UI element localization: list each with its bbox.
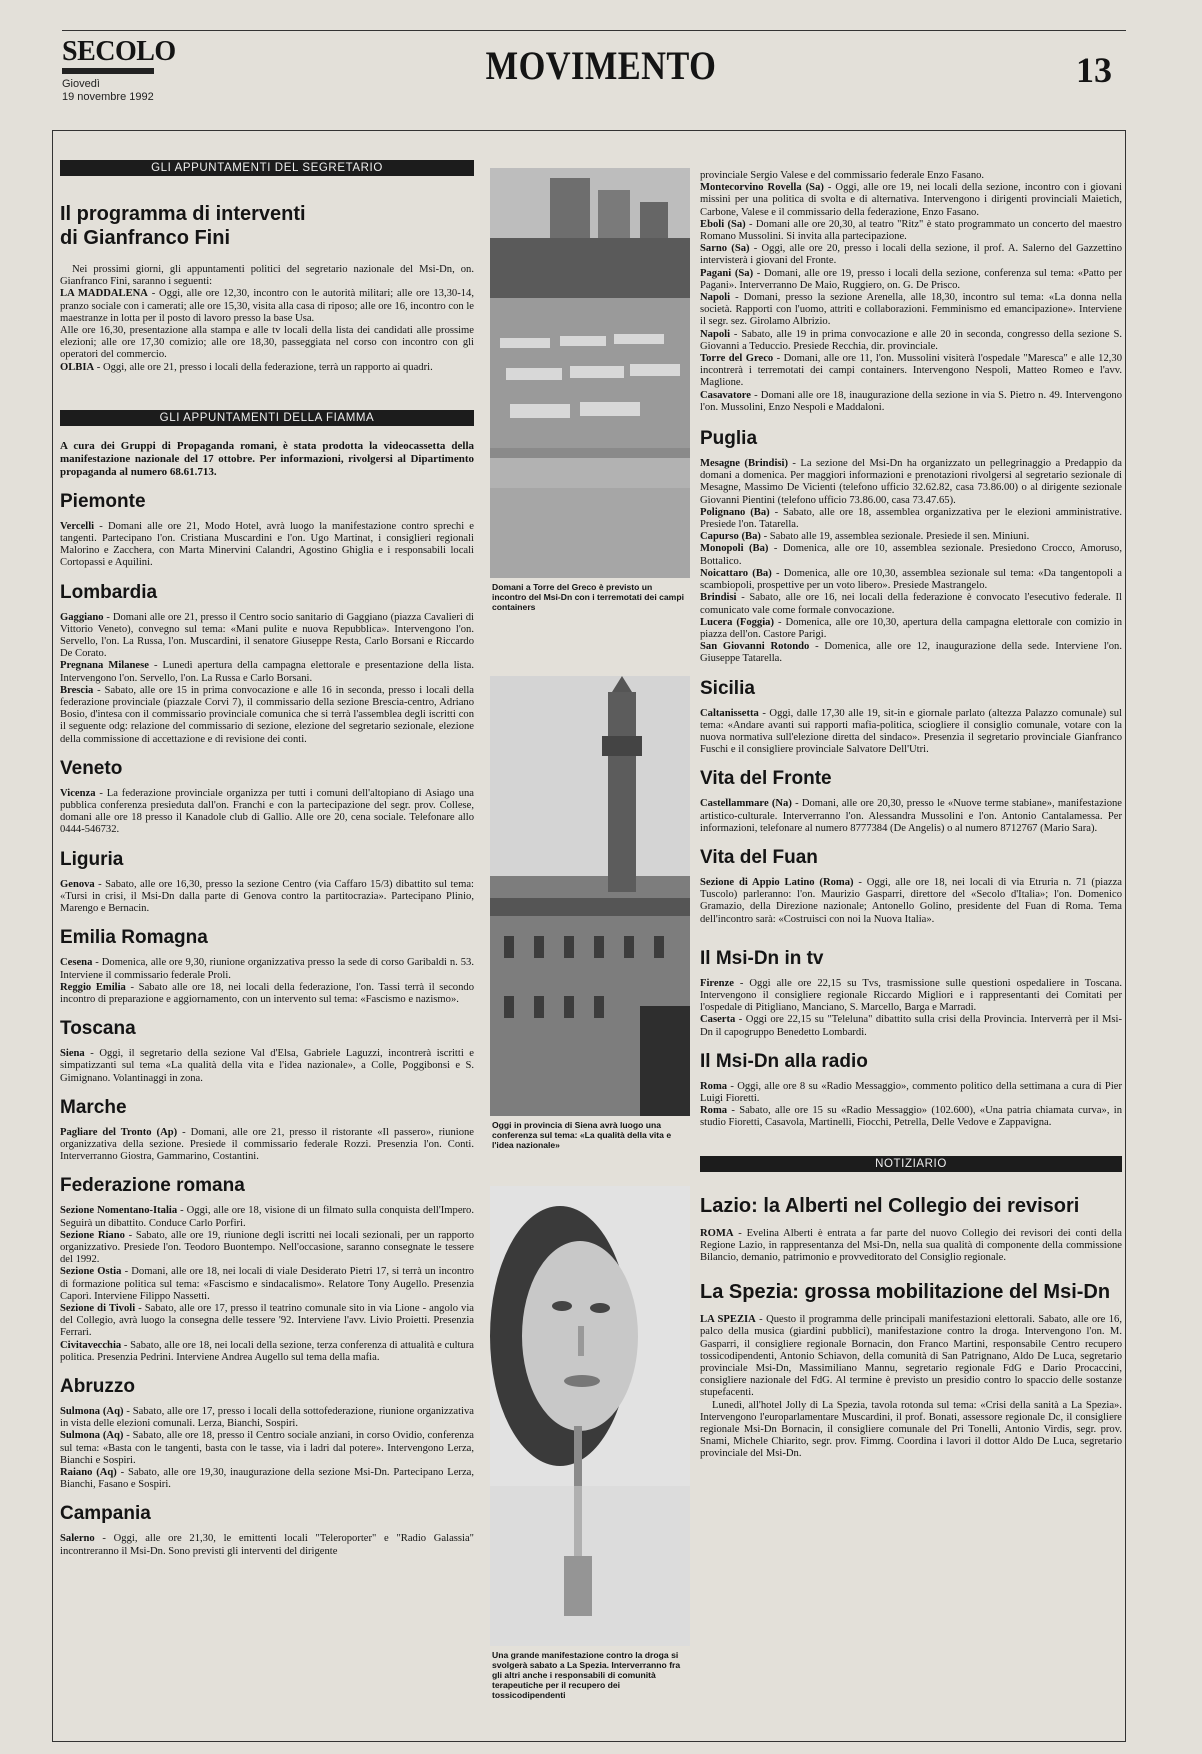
lead: Sezione Nomentano-Italia	[60, 1205, 178, 1217]
headline-fini-line2: di Gianfranco Fini	[60, 227, 231, 249]
campania-entry-7	[700, 329, 1122, 353]
heading-puglia: Puglia	[700, 428, 758, 450]
liguria-entry	[60, 879, 474, 916]
toscana-entry	[60, 1048, 474, 1085]
lead: Torre del Greco	[700, 353, 774, 365]
lead: Salerno	[60, 1533, 95, 1545]
spezia-entry	[700, 1314, 1122, 1399]
photo-torre-mangia	[490, 676, 690, 1116]
text: - Oggi ore 22,15 su "Teleluna" dibattito sulla crisi della Provincia. Interverrà per il Msi-Dn il capogruppo Benedetto Lombardi.	[700, 1014, 1122, 1038]
text: - Domani, alle ore 20,30, presso le «Nuove terme stabiane», manifestazione artistico-culturale. Interverranno l'on. Alessandra Mussolini e l'on. Antonio Cantalamessa. Per informazioni, telefonare al numero 8777384 (De Angelis) o al numero 8712767 (Mario Sara).	[700, 798, 1123, 834]
lead: Vercelli	[60, 520, 95, 532]
lead: Napoli	[700, 292, 731, 304]
text: - Oggi, alle ore 20, presso i locali della sezione, il prof. A. Salerno del Gazzettino intervisterà i giovani del Fronte.	[700, 243, 1122, 267]
puglia-entry-3	[700, 531, 1122, 543]
sicilia-entry-1	[700, 708, 1122, 757]
lead: Capurso (Ba)	[700, 531, 761, 543]
text: - Domani, presso la sezione Arenella, alle 18,30, incontro sul tema: «La donna nella società. Rapporti con l'uomo, attriti e collaborazioni. Femminismo ed emancipazione». Interviene il segr. sez. Girolamo Albrizio.	[700, 292, 1122, 328]
banner-fiamma: GLI APPUNTAMENTI DELLA FIAMMA	[60, 410, 474, 426]
column-left	[60, 160, 474, 1558]
federazione-entry-1	[60, 1205, 474, 1229]
campania-continued: provinciale Sergio Valese e del commissario federale Enzo Fasano.	[700, 170, 985, 181]
text: - La federazione provinciale organizza per tutti i comuni dell'altopiano di Asiago una pubblica conferenza presieduta dall'on. Franchi e con la partecipazione del segr. prov. Collese, domani alle ore 18 presso il Kanadole club di Gallio. Alle ore 20, cena sociale. Telefonare allo 0444-546732.	[60, 787, 474, 836]
heading-sicilia: Sicilia	[700, 677, 755, 699]
lead: Mesagne (Brindisi)	[700, 458, 788, 470]
lead: OLBIA	[60, 361, 95, 373]
lead: Pregnana Milanese	[60, 660, 149, 672]
federazione-entry-2	[60, 1230, 474, 1267]
lead: Cesena	[60, 957, 93, 969]
lead: Genova	[60, 878, 95, 890]
text: - Domenica, alle ore 10,30, apertura della campagna elettorale con comizio in piazza dell'on. Castore Parigi.	[700, 616, 1122, 640]
tv-entry-1	[700, 978, 1122, 1015]
fini-lamaddalena-2: Alle ore 16,30, presentazione alla stampa e alle tv locali della lista dei candidati alle prossime elezioni; alle ore 17,30 comizio; alle ore 18,30, passeggiata nel corso con incontro con gli operatori del commercio.	[60, 325, 474, 361]
text: - Oggi, alle ore 21,30, le emittenti locali "Teleroporter" e "Radio Galassia" incontreranno il Msi-Dn. Sono previsti gli interventi del dirigente	[60, 1533, 474, 1557]
text: - Sabato, alle ore 15 su «Radio Messaggio» (102.600), «Una patria chiamata curva», in studio Fioretti, Casavola, Martinelli, Fiocchi, Petrella, Delle Vedove e Zappavigna.	[700, 1105, 1122, 1129]
text: - Domenica, alle ore 10,30, assemblea sezionale sul tema: «Da tangentopoli a scambiopoli, prospettive per un voto libero». Presiede Mastrangelo.	[700, 567, 1122, 592]
heading-marche: Marche	[60, 1096, 127, 1118]
lombardia-entry-1	[60, 612, 474, 661]
lead: Caserta	[700, 1014, 736, 1026]
veneto-entry	[60, 788, 474, 837]
text: - Oggi, dalle 17,30 alle 19, sit-in e giornale parlato (altezza Palazzo comunale) sul tema: «Andare avanti sui rapporti mafia-politica, sciogliere il consiglio comunale, votare con la nuova normativa sull'elezione diretta del sindaco». Presenzia il segretario provinciale Gianfranco Fuschi e il consigliere provinciale Salvatore Dell'Utri.	[700, 707, 1122, 756]
lombardia-entry-2	[60, 660, 474, 684]
text: - Domenica, alle ore 10, assemblea sezionale. Presiedono Crocco, Amoruso, Bottalico.	[700, 543, 1122, 567]
heading-federazione: Federazione romana	[60, 1175, 245, 1197]
vita-fronte-entry-1	[700, 798, 1122, 835]
lazio-entry	[700, 1228, 1122, 1265]
abruzzo-entry-3	[60, 1467, 474, 1491]
lead: Reggio Emilia	[60, 981, 126, 993]
lead: Napoli	[700, 328, 731, 340]
heading-vita-fronte: Vita del Fronte	[700, 768, 832, 790]
text: - Sabato, alle ore 16,30, presso la sezione Centro (via Caffaro 15/3) dibattito sul tema: «Tursi in crisi, il Msi-Dn dalla parte di Genova contro la partitocrazia». Partecipano Plinio, Marengo e Bernacin.	[60, 878, 474, 915]
lead: Raiano (Aq)	[60, 1466, 117, 1478]
fini-intro: Nei prossimi giorni, gli appuntamenti politici del segretario nazionale del Msi-Dn, on. Gianfranco Fini, saranno i seguenti:	[60, 264, 474, 288]
heading-emilia: Emilia Romagna	[60, 927, 208, 949]
lead: Siena	[60, 1048, 85, 1060]
text: - Domani, alle ore 18, nei locali di viale Desiderato Pietri 17, si terrà un incontro di formazione politica sul tema: «Fascismo e sindacalismo». Relatore Tony Augello. Presenzia Caporì. Interviene Filippo Nassetti.	[60, 1266, 474, 1302]
text: - Sabato, alle ore 17, presso i locali della sottofederazione, riunione organizzativa in vista delle elezioni comunali. Lerza, Bianchi, Sospiri.	[60, 1405, 474, 1430]
lead: Vicenza	[60, 787, 96, 799]
photo-siena-tower	[490, 676, 690, 1116]
lead: LA SPEZIA	[700, 1314, 756, 1326]
text: - Questo il programma delle principali manifestazioni elettorali. Sabato, alle ore 16, palco della musica (giardini pubblici), manifestazione contro la droga. Intervengono l'on. M. Gasparri, il consigliere regionale Bornacin, don Franco Martini, responsabile Centro recupero tossicodipendenti, Antonio Schiavon, della comunità di San Patrignano, Aldo De Luca, segretario provinciale Msi-Dn, Massimiliano Mannu, segretario regionale FdG e Dario Procaccini, consigliere nazionale del FdG. Al termine è previsto un presidio contro lo spaccio delle sostanze stupefacenti.	[700, 1314, 1122, 1399]
lead: Roma	[700, 1080, 728, 1092]
puglia-entry-1	[700, 458, 1122, 507]
federazione-entry-3	[60, 1266, 474, 1303]
lead: Firenze	[700, 977, 734, 989]
text: - Oggi, alle ore 18, visione di un filmato sulla conquista dell'Impero. Seguirà un dibattito. Conduce Carlo Porfiri.	[60, 1205, 474, 1229]
text: - Oggi, alle ore 21, presso i locali della federazione, terrà un rapporto ai quadri.	[94, 361, 433, 373]
headline-fini-line1: Il programma di interventi	[60, 203, 306, 225]
masthead-logo: SECOLO	[62, 36, 176, 67]
lead: Casavatore	[700, 389, 751, 401]
campania-entry-5	[700, 268, 1122, 292]
lead: LA MADDALENA	[60, 288, 148, 300]
puglia-entry-6	[700, 592, 1122, 616]
campania-entry-8	[700, 353, 1122, 390]
lead: Civitavecchia	[60, 1339, 122, 1351]
text: - Sabato, alle ore 18, nei locali della sezione, terza conferenza di attualità e cultura politica. Presenzia Pedrini. Interviene Andrea Augello sul tema della mafia.	[60, 1339, 474, 1363]
text: - Sabato, alle ore 19, riunione degli iscritti nei locali sezionali, per un rapporto organizzativo. Presiede l'on. Teodoro Buontempo. Nell'occasione, saranno consegnate le tessere del 1992.	[60, 1229, 475, 1266]
emilia-entry-2	[60, 982, 474, 1006]
caption-droga: Una grande manifestazione contro la droga si svolgerà sabato a La Spezia. Interverranno fra gli altri anche i responsabili di comunità terapeutiche per il recupero dei tossicodipendenti	[492, 1650, 681, 1700]
lead: Brindisi	[700, 592, 737, 604]
puglia-entry-8	[700, 641, 1122, 665]
federazione-entry-4	[60, 1303, 474, 1340]
text: - La sezione del Msi-Dn ha organizzato un pellegrinaggio a Predappio da domani a domenica. Per maggiori informazioni e prenotazioni rivolgersi al segretario sezionale di Mesagne, Massimo De Vicienti (telefono ufficio 32.62.82, casa 73.86.00) o al dirigente sezionale Giovanni Pientini (telefono ufficio 73.86.00, casa 73.47.65).	[700, 458, 1122, 506]
lead: Sulmona (Aq)	[60, 1430, 124, 1442]
text: - Oggi, alle ore 18, nei locali di via Etruria n. 71 (piazza Tuscolo) parleranno: l'on. Maurizio Gasparri, direttore del «Secolo d'Italia»; l'on. Domenico Gramazio, della Direzione nazionale; Antonello Golino, presidente del Fuan di Roma. Tema dell'incontro sarà: «Costruisci con noi la Nuova Italia».	[700, 876, 1122, 925]
text: - Oggi, alle ore 19, nei locali della sezione, incontro con i giovani missini per una politica di svolta e di alternativa. Intervengono i dirigenti provinciali Maietich, Carbone, Valese e il commissario della federazione, Enzo Fasano.	[700, 182, 1122, 218]
column-right	[700, 170, 1122, 1461]
lead: Brescia	[60, 684, 94, 696]
photo-block-3	[490, 1186, 690, 1700]
lead: Noicattaro (Ba)	[700, 567, 772, 579]
puglia-entry-2	[700, 507, 1122, 531]
lead: Montecorvino Rovella (Sa)	[700, 182, 824, 194]
campania-entry-3	[700, 219, 1122, 243]
text: - Oggi, alle ore 12,30, incontro con le autorità militari; alle ore 13,30-14, pranzo sociale con i camerati; alle ore 15,30, visita alla casa di riposo; alle ore 16, incontro con le maestranze in lotta per il posto di lavoro presso la base Usa.	[60, 288, 474, 324]
text: - Sabato, alle ore 19,30, inaugurazione della sezione Msi-Dn. Partecipano Lerza, Bianchi, Fasano e Sospiri.	[60, 1466, 474, 1491]
page-number: 13	[1076, 50, 1112, 90]
lead: Lucera (Foggia)	[700, 616, 774, 628]
fini-olbia	[60, 362, 474, 374]
text: - Domani alle ore 20,30, al teatro "Ritz" è stato programmato un concerto del maestro Romano Mussolini. Si invita alla partecipazione.	[700, 218, 1122, 243]
text: - Domenica, alle ore 12, inaugurazione della sede. Interviene l'on. Giuseppe Tatarella.	[700, 641, 1123, 665]
headline-spezia: La Spezia: grossa mobilitazione del Msi-Dn	[700, 1281, 1111, 1304]
text: - Evelina Alberti è entrata a far parte del nuovo Collegio dei revisori dei conti della Regione Lazio, in rappresentanza del Msi-Dn, nella sua qualità di componente della commissione Bilancio, demanio, patrimonio e provveditorato del Consiglio regionale.	[700, 1227, 1122, 1263]
lead: Caltanissetta	[700, 707, 759, 719]
puglia-entry-7	[700, 617, 1122, 641]
lead: Castellammare (Na)	[700, 798, 792, 810]
campania-entry-9	[700, 390, 1122, 414]
campania-entry-6	[700, 292, 1122, 329]
puglia-entry-4	[700, 543, 1122, 567]
lead: Sezione di Tivoli	[60, 1302, 136, 1314]
heading-vita-fuan: Vita del Fuan	[700, 846, 818, 868]
vita-fuan-entry-1	[700, 877, 1122, 926]
text: - Oggi, alle ore 8 su «Radio Messaggio», commento politico della settimana a cura di Pier Luigi Fioretti.	[700, 1080, 1122, 1104]
masthead-day: Giovedì	[62, 78, 100, 90]
puglia-entry-5	[700, 568, 1122, 592]
lead: Roma	[700, 1105, 728, 1117]
text: - Sabato, alle 19 in prima convocazione e alle 20 in seconda, congresso della sezione S. Giovanni a Teduccio. Presiede Recchia, dir. provinciale.	[700, 328, 1122, 352]
photo-block-2	[490, 676, 690, 1150]
radio-entry-1	[700, 1081, 1122, 1105]
text: - Oggi alle ore 22,15 su Tvs, trasmissione sulle questioni ospedaliere in Toscana. Intervengono il consigliere regionale Riccardo Migliori e i rappresentanti dei Comitati per l'ospedale di Pitigliano, Manciano, S. Marcello, Barga e Marradi.	[700, 977, 1122, 1014]
text: - Oggi, il segretario della sezione Val d'Elsa, Gabriele Laguzzi, incontrerà iscritti e simpatizzanti sul tema «La qualità della vita e l'idea nazionale», a Colle, Poggibonsi e S. Gimignano. Volantinaggi in zona.	[60, 1048, 474, 1084]
top-rule	[62, 30, 1126, 31]
fini-lamaddalena	[60, 288, 474, 325]
lead: Sezione Ostia	[60, 1266, 122, 1278]
text: - Sabato alle ore 18, nei locali della federazione, l'on. Tassi terrà il secondo incontro di preparazione e aggiornamento, con un intervento sul tema: «Fascismo e nazismo».	[60, 981, 474, 1005]
section-title: MOVIMENTO	[485, 43, 717, 88]
marche-entry	[60, 1127, 474, 1164]
heading-abruzzo: Abruzzo	[60, 1375, 135, 1397]
campania-entry-1	[60, 1533, 474, 1557]
lead: Eboli (Sa)	[700, 218, 746, 230]
heading-liguria: Liguria	[60, 848, 124, 870]
lead: Monopoli (Ba)	[700, 543, 769, 555]
photo-block-1	[490, 168, 690, 612]
campania-entry-4	[700, 243, 1122, 267]
lead: ROMA	[700, 1227, 734, 1239]
text: - Domani alle ore 21, Modo Hotel, avrà luogo la manifestazione contro sprechi e tangenti. Partecipano l'on. Cristiana Muscardini e l'on. Ugo Martinat, i consiglieri regionali Malorino e Zacchera, con Marta Minervini Calandri, Agostino Ghiglia e i responsabili locali Cortopassi e Aquilini.	[60, 520, 474, 569]
fiamma-lead: A cura dei Gruppi di Propaganda romani, è stata prodotta la videocassetta della manifestazione nazionale del 17 ottobre. Per informazioni, rivolgersi al Dipartimento propaganda al numero 68.61.713.	[60, 439, 474, 478]
abruzzo-entry-1	[60, 1406, 474, 1430]
abruzzo-entry-2	[60, 1430, 474, 1467]
photo-torre-del-greco	[490, 168, 690, 578]
caption-torre-del-greco: Domani a Torre del Greco è previsto un incontro del Msi-Dn con i terremotati dei campi containers	[492, 582, 684, 612]
text: - Sabato, alle ore 15 in prima convocazione e alle 16 in seconda, presso i locali della federazione provinciale (piazzale Corvi 7), il commissario della sezione Brescia-centro, Adriano Bosio, d'intesa con il commissario provinciale comunica che si terrà l'assemblea degli iscritti con il seguente odg: relazione del commissario di sezione, elezione del segretario sezionale, elezione della commissione di accettazione e di revisione dei conti.	[60, 684, 474, 745]
text: - Sabato, alle ore 17, presso il teatrino comunale sito in via Lione - angolo via del Collegio, avrà luogo la consegna delle tessere '92. Interviene l'avv. Livio Proietti. Presenzia Ferrari.	[60, 1302, 474, 1339]
piemonte-entry	[60, 521, 474, 570]
lead: Pagani (Sa)	[700, 267, 754, 279]
heading-radio: Il Msi-Dn alla radio	[700, 1050, 868, 1072]
lead: Polignano (Ba)	[700, 506, 770, 518]
lead: Sezione Riano	[60, 1229, 125, 1241]
photo-droga	[490, 1186, 690, 1646]
headline-lazio: Lazio: la Alberti nel Collegio dei revisori	[700, 1194, 1080, 1217]
tv-entry-2	[700, 1014, 1122, 1038]
heading-piemonte: Piemonte	[60, 490, 146, 512]
emilia-entry-1	[60, 957, 474, 981]
text: - Lunedì apertura della campagna elettorale e presentazione della lista. Intervengono l'on. Servello, l'on. La Russa e Carlo Borsani.	[60, 660, 474, 684]
photo-containers-camp	[490, 168, 690, 578]
campania-entry-2	[700, 182, 1122, 219]
heading-tv: Il Msi-Dn in tv	[700, 947, 824, 969]
lead: Pagliare del Tronto (Ap)	[60, 1126, 178, 1138]
text: - Sabato, alle ore 16, nei locali della federazione è convocato l'esecutivo federale. Il comunicato vale come formale convocazione.	[700, 592, 1122, 616]
banner-segretario: GLI APPUNTAMENTI DEL SEGRETARIO	[60, 160, 474, 176]
heading-veneto: Veneto	[60, 757, 123, 779]
text: - Domani alle ore 21, presso il Centro socio sanitario di Gaggiano (piazza Cavalieri di Vittorio Veneto), convegno sul tema: «Mani pulite e nuova Repubblica». Intervengono l'on. Servello, l'on. La Russa, l'on. Muscardini, il senatore Giuseppe Resta, Carlo Borsani e Riccardo De Corato.	[60, 611, 474, 660]
photo-woman-syringe	[490, 1186, 690, 1646]
spezia-entry-2: Lunedì, all'hotel Jolly di La Spezia, tavola rotonda sul tema: «Crisi della sanità a La Spezia». Intervengono l'europarlamentare Muscardini, il prof. Bonati, assessore regionale Dc, il consigliere regionale Msi-Dn Bornacin, il consigliere comunale del Pri Tonelli, Antonio Virdis, segr. prov. Snami, Michele Chiarito, segr. prov. Fimmg. Coordina i lavori il dottor Aldo De Luca, segretario provinciale del Msi-Dn.	[700, 1399, 1122, 1460]
federazione-entry-5	[60, 1340, 474, 1364]
text: - Domani, alle ore 19, presso i locali della sezione, conferenza sul tema: «Patto per Pagani». Interverranno De Maio, Ruggiero, on. G. De Prisco.	[700, 267, 1122, 291]
text: - Domani alle ore 18, inaugurazione della sezione in via S. Pietro n. 49. Intervengono l'on. Mussolini, Enzo Nespoli e Maddaloni.	[700, 389, 1122, 413]
headline-fini	[60, 202, 474, 250]
text: - Domani, alle ore 11, l'on. Mussolini visiterà l'ospedale "Maresca" e alle 12,30 incontrerà i terremotati dei campi containers. Intervengono Nespoli, Matteo Romeo e l'avv. Maglione.	[700, 353, 1122, 389]
text: - Domenica, alle ore 9,30, riunione organizzativa presso la sede di corso Garibaldi n. 53. Interviene il commissario federale Proli.	[60, 957, 474, 981]
lead: San Giovanni Rotondo	[700, 641, 810, 653]
masthead-full-date: 19 novembre 1992	[62, 91, 154, 103]
heading-toscana: Toscana	[60, 1018, 136, 1040]
text: - Sabato alle 19, assemblea sezionale. Presiede il sen. Miniuni.	[760, 531, 1030, 543]
text: - Domani, alle ore 21, presso il ristorante «Il passero», riunione organizzativa della sezione. Presiede il commissario federale Rozzi. Presenzia l'on. Conti. Interverranno Giostra, Gammarino, Costantini.	[60, 1126, 474, 1163]
lombardia-entry-3	[60, 685, 474, 746]
lead: Gaggiano	[60, 611, 104, 623]
heading-lombardia: Lombardia	[60, 581, 158, 603]
lead: Sarno (Sa)	[700, 243, 750, 255]
heading-campania: Campania	[60, 1503, 151, 1525]
lead: Sezione di Appio Latino (Roma)	[700, 876, 854, 888]
text: - Sabato, alle ore 18, presso il Centro sociale anziani, in corso Ovidio, conferenza sul tema: «Basta con le tangenti, basta con le tasse, via i ladri dal potere». Intervengono Lerza, Bianchi e Sospiri.	[60, 1430, 474, 1466]
banner-notiziario: NOTIZIARIO	[700, 1156, 1122, 1172]
radio-entry-2	[700, 1105, 1122, 1129]
text: - Sabato, alle ore 18, assemblea organizzativa per le elezioni amministrative. Presiede l'on. Tatarella.	[700, 506, 1122, 531]
lead: Sulmona (Aq)	[60, 1405, 124, 1417]
caption-siena: Oggi in provincia di Siena avrà luogo una conferenza sul tema: «La qualità della vita e l'idea nazionale»	[492, 1120, 672, 1150]
